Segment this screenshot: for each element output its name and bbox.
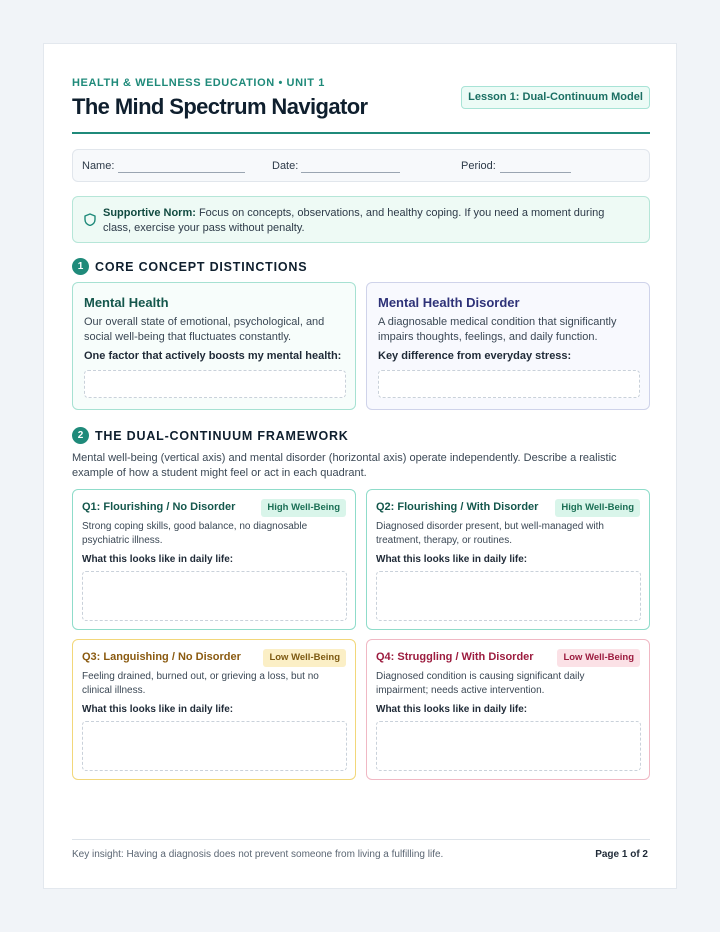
wellbeing-badge: High Well-Being [555,499,640,517]
name-label: Name: [82,160,115,172]
quadrant-description: Feeling drained, burned out, or grieving a loss, but no clinical illness. [82,671,319,696]
quadrant-description: Diagnosed condition is causing significant daily impairment; needs active intervention. [376,671,585,696]
q4-answer-box[interactable] [376,721,641,771]
quadrant-title: Q1: Flourishing / No Disorder [82,501,236,513]
supportive-norm-callout [72,196,650,243]
card-title: Mental Health [84,295,169,310]
lesson-badge: Lesson 1: Dual-Continuum Model [461,86,650,109]
card-prompt: One factor that actively boosts my mental health: [84,350,342,362]
norm-text [103,206,633,236]
norm-label: Supportive Norm: [103,207,196,219]
period-label: Period: [461,160,496,172]
page-title: The Mind Spectrum Navigator [72,94,368,119]
quadrant-title: Q4: Struggling / With Disorder [376,651,534,663]
quadrant-title: Q3: Languishing / No Disorder [82,651,241,663]
quadrant-description: Diagnosed disorder present, but well-managed with treatment, therapy, or routines. [376,521,604,546]
quadrant-prompt: What this looks like in daily life: [82,554,234,565]
quadrant-q3 [72,639,356,780]
unit-eyebrow: HEALTH & WELLNESS EDUCATION • UNIT 1 [72,77,325,89]
name-field[interactable] [118,172,245,173]
q1-answer-box[interactable] [82,571,347,621]
q2-answer-box[interactable] [376,571,641,621]
quadrant-q4 [366,639,650,780]
norm-body: Focus on concepts, observations, and healthy coping. If you need a moment during class, exercise your pass without penalty. [103,207,605,234]
card-description: A diagnosable medical condition that significantly impairs thoughts, feelings, and daily function. [378,316,617,343]
student-info-bar [72,149,650,182]
date-label: Date: [272,160,299,172]
worksheet-page [43,43,677,889]
card-prompt: Key difference from everyday stress: [378,350,572,362]
mental-health-card [72,282,356,410]
page-number: Page 1 of 2 [595,849,648,860]
wellbeing-badge: Low Well-Being [557,649,640,667]
disorder-answer-box[interactable] [378,370,640,398]
q3-answer-box[interactable] [82,721,347,771]
wellbeing-badge: High Well-Being [261,499,346,517]
quadrant-q2 [366,489,650,630]
mental-health-answer-box[interactable] [84,370,346,398]
section-2-number: 2 [72,427,89,444]
quadrant-prompt: What this looks like in daily life: [376,554,528,565]
period-field[interactable] [500,172,571,173]
date-field[interactable] [301,172,400,173]
card-title: Mental Health Disorder [378,295,520,310]
quadrant-q1 [72,489,356,630]
shield-icon [84,213,96,231]
card-description: Our overall state of emotional, psychological, and social well-being that fluctuates constantly. [84,316,325,343]
title-divider [72,132,650,134]
footer-divider [72,839,650,840]
quadrant-title: Q2: Flourishing / With Disorder [376,501,539,513]
quadrant-description: Strong coping skills, good balance, no diagnosable psychiatric illness. [82,521,308,546]
section-2-intro: Mental well-being (vertical axis) and mental disorder (horizontal axis) operate independently. Describe a realistic example of how a student might feel or act in each quadrant. [72,452,617,479]
section-1-number: 1 [72,258,89,275]
quadrant-prompt: What this looks like in daily life: [376,704,528,715]
footer-insight: Key insight: Having a diagnosis does not prevent someone from living a fulfilling life. [72,849,444,860]
wellbeing-badge: Low Well-Being [263,649,346,667]
mental-health-disorder-card [366,282,650,410]
quadrant-prompt: What this looks like in daily life: [82,704,234,715]
section-1-title: CORE CONCEPT DISTINCTIONS [95,260,308,274]
section-2-title: THE DUAL-CONTINUUM FRAMEWORK [95,429,349,443]
